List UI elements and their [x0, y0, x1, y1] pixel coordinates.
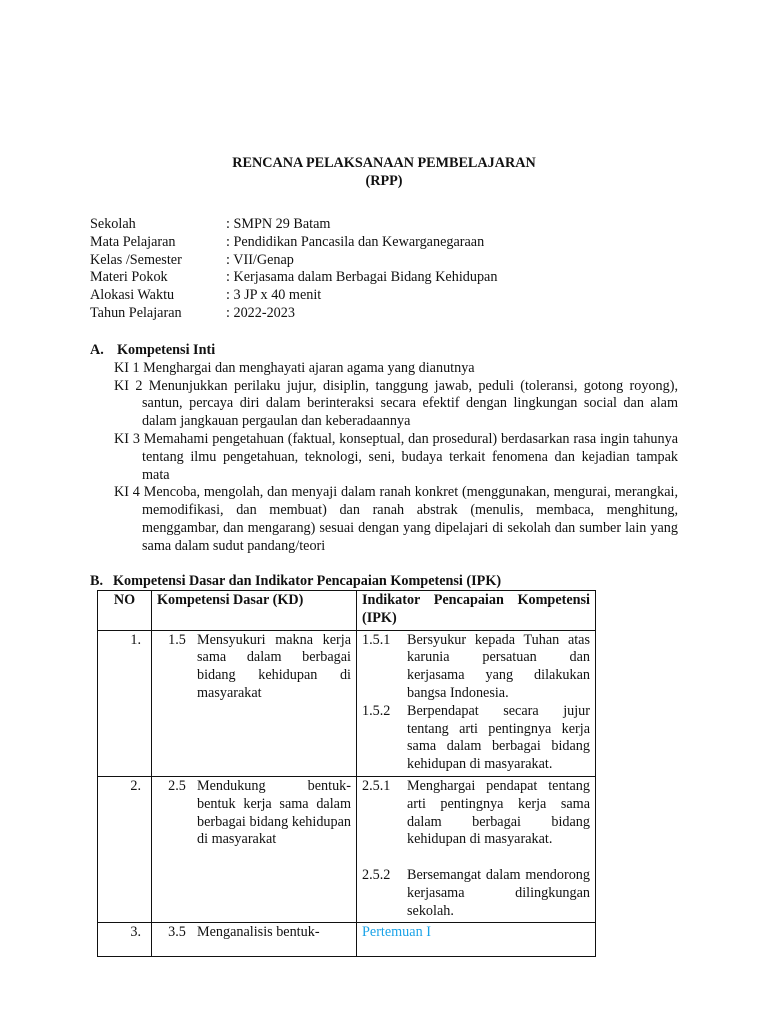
- ki-item-4: KI 4 Mencoba, mengolah, dan menyaji dalam ranah konkret (menggunakan, mengurai, merangkai, memodifikasi, dan membuat) dan ranah abstrak (menulis, membaca, menghitung, menggambar, dan mengarang) sesuai dengan yang dipelajari di sekolah dan sumber lain yang sama dalam sudut pandang/teori: [114, 484, 678, 554]
- row-number: 1.: [98, 630, 152, 776]
- info-row-topic: [90, 269, 497, 287]
- info-label: Sekolah: [90, 216, 136, 232]
- kd-text: Menganalisis bentuk-: [197, 924, 320, 941]
- table-row: [98, 923, 596, 957]
- table-row: [98, 776, 596, 922]
- info-value: : 3 JP x 40 menit: [226, 287, 322, 304]
- kd-cell: [152, 630, 357, 776]
- info-row-school: [90, 216, 497, 234]
- ipk-item: [362, 703, 590, 774]
- section-letter: A.: [90, 342, 104, 358]
- section-letter: B.: [90, 573, 104, 589]
- ipk-number: 1.5.1: [362, 631, 391, 648]
- header-ipk: Indikator Pencapaian Kompetensi (IPK): [357, 591, 596, 631]
- kd-cell: [152, 776, 357, 922]
- kd-cell: [152, 923, 357, 957]
- kd-number: 3.5: [168, 924, 186, 941]
- ki-item-2: KI 2 Menunjukkan perilaku jujur, disiplin, tanggung jawab, peduli (toleransi, gotong royong), santun, percaya diri dalam berinteraksi secara efektif dengan lingkungan social dan alam dalam jangkauan pergaulan dan keberadaannya: [114, 377, 678, 430]
- document-title: [0, 155, 768, 191]
- meeting-note: Pertemuan I: [362, 924, 431, 941]
- info-value: : VII/Genap: [226, 251, 294, 268]
- table-row: [98, 630, 596, 776]
- section-title: Kompetensi Dasar dan Indikator Pencapaian Kompetensi (IPK): [113, 573, 502, 589]
- ipk-number: 2.5.2: [362, 866, 391, 883]
- ipk-text: Bersyukur kepada Tuhan atas karunia persatuan dan kerjasama yang dilakukan bangsa Indonesia.: [407, 631, 590, 701]
- row-number: 3.: [98, 923, 152, 957]
- section-core-competence: [90, 342, 680, 556]
- info-row-year: [90, 305, 497, 323]
- ipk-number: 1.5.2: [362, 702, 391, 719]
- ki-item-1: KI 1 Menghargai dan menghayati ajaran agama yang dianutnya: [114, 359, 475, 376]
- ipk-item: [362, 867, 590, 920]
- title-line-1: RENCANA PELAKSANAAN PEMBELAJARAN: [232, 155, 536, 171]
- ki-item-3: KI 3 Memahami pengetahuan (faktual, konseptual, dan prosedural) berdasarkan rasa ingin tahunya tentang ilmu pengetahuan, teknologi, seni, budaya terkait fenomena dan kejadian tampak mata: [114, 430, 678, 483]
- info-value: : SMPN 29 Batam: [226, 216, 331, 232]
- section-a-heading: [90, 342, 680, 360]
- identity-block: [90, 216, 497, 323]
- ipk-text: Berpendapat secara jujur tentang arti pentingnya kerja sama dalam berbagai bidang kehidupan di masyarakat.: [407, 702, 590, 773]
- competence-table: [97, 590, 596, 957]
- title-line-2: (RPP): [365, 172, 403, 189]
- ipk-text: Bersemangat dalam mendorong kerjasama dilingkungan sekolah.: [407, 866, 590, 919]
- table-header-row: [98, 591, 596, 631]
- info-label: Materi Pokok: [90, 269, 168, 286]
- section-title: Kompetensi Inti: [117, 342, 216, 358]
- header-kd: Kompetensi Dasar (KD): [152, 591, 357, 631]
- info-row-class: [90, 252, 497, 270]
- row-number: 2.: [98, 776, 152, 922]
- info-label: Alokasi Waktu: [90, 287, 175, 304]
- info-value: : 2022-2023: [226, 304, 295, 321]
- ipk-cell: [357, 776, 596, 922]
- ipk-cell: [357, 923, 596, 957]
- info-value: : Kerjasama dalam Berbagai Bidang Kehidupan: [226, 269, 498, 286]
- kd-text: Mendukung bentuk-bentuk kerja sama dalam berbagai bidang kehidupan di masyarakat: [197, 777, 351, 848]
- kd-number: 2.5: [168, 777, 186, 794]
- ipk-item: [362, 778, 590, 849]
- ipk-item: [362, 632, 590, 703]
- section-basic-competence: [90, 573, 690, 591]
- ipk-number: 2.5.1: [362, 777, 391, 794]
- info-row-subject: [90, 234, 497, 252]
- kd-number: 1.5: [168, 631, 186, 648]
- header-no: NO: [98, 591, 152, 631]
- info-label: Kelas /Semester: [90, 251, 182, 268]
- ipk-cell: [357, 630, 596, 776]
- info-value: : Pendidikan Pancasila dan Kewarganegaraan: [226, 233, 485, 250]
- info-label: Tahun Pelajaran: [90, 304, 182, 321]
- section-b-heading: [90, 573, 690, 591]
- info-row-time: [90, 287, 497, 305]
- kd-text: Mensyukuri makna kerja sama dalam berbagai bidang kehidupan di masyarakat: [197, 631, 351, 701]
- ipk-text: Menghargai pendapat tentang arti pentingnya kerja sama dalam berbagai bidang kehidupan di masyarakat.: [407, 777, 590, 848]
- info-label: Mata Pelajaran: [90, 233, 176, 250]
